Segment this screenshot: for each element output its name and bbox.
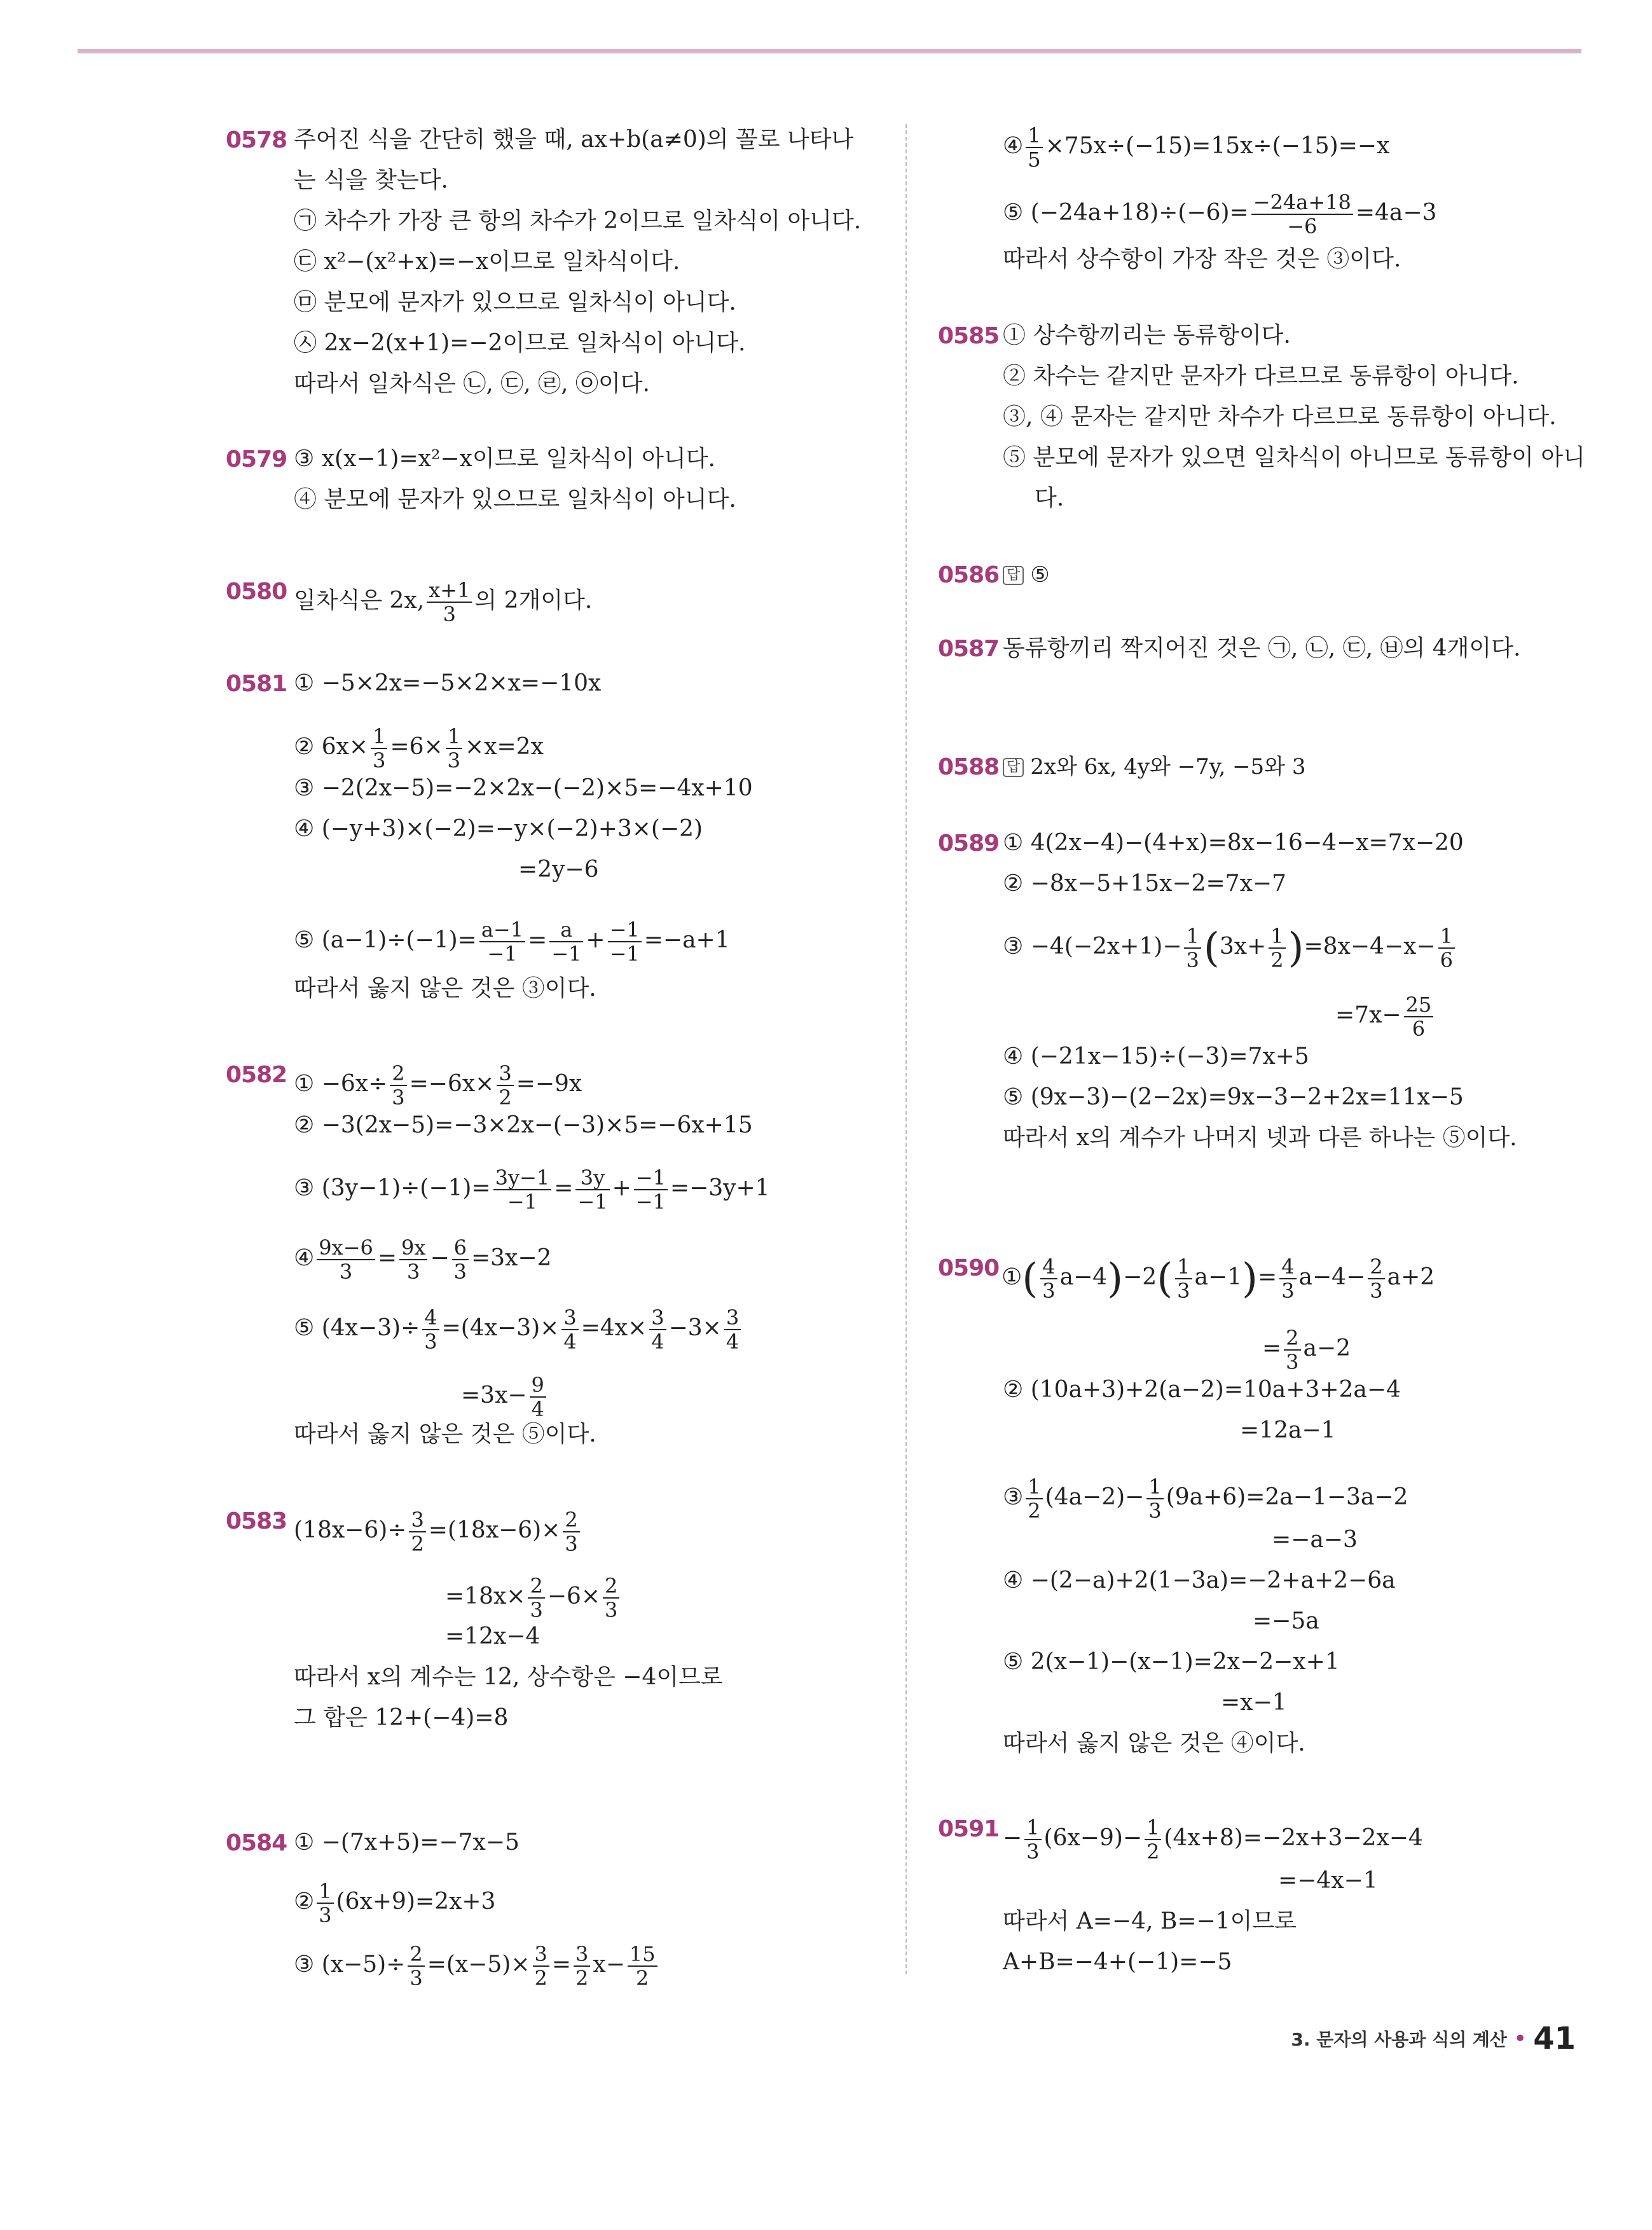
text: 의 2개이다.: [474, 588, 593, 614]
fraction: [649, 1306, 666, 1353]
solution-line: [294, 725, 544, 772]
denominator: 3: [605, 1598, 618, 1622]
problem-number: 0581: [226, 671, 287, 697]
solution-line: ⑤ 2(x−1)−(x−1)=2x−2−x+1: [1003, 1649, 1340, 1675]
answer-tag: 답: [1003, 758, 1024, 777]
denominator: 3: [424, 1330, 437, 1354]
denominator: 2: [411, 1532, 424, 1556]
text: a−4−: [1298, 1264, 1366, 1290]
text: a−2: [1303, 1335, 1351, 1361]
denominator: 6: [1412, 1017, 1426, 1041]
numerator: 2: [390, 1062, 406, 1086]
solution-line: =−a−3: [1272, 1527, 1358, 1553]
denominator: 4: [531, 1397, 544, 1421]
numerator: −1: [634, 1166, 668, 1190]
solution-line: [294, 1880, 495, 1927]
fraction: [1368, 1255, 1384, 1302]
fraction: [408, 1943, 424, 1990]
fraction: [561, 1306, 578, 1353]
denominator: 5: [1028, 148, 1041, 172]
text: −2: [1123, 1264, 1157, 1290]
numerator: −24a+18: [1251, 191, 1353, 215]
text: =: [551, 1951, 572, 1978]
problem-number: 0582: [226, 1062, 287, 1088]
solution-line: [294, 1236, 551, 1283]
fraction: [724, 1306, 741, 1353]
left-paren: (: [1203, 925, 1220, 972]
denominator: 3: [1370, 1279, 1383, 1303]
problem-number: 0590: [938, 1255, 1000, 1281]
solution-line: 따라서 옳지 않은 것은 ④이다.: [1003, 1730, 1305, 1756]
denominator: 6: [1440, 948, 1453, 972]
denominator: 3: [1281, 1279, 1295, 1303]
text: =(4x−3)×: [441, 1315, 560, 1341]
numerator: 1: [1438, 925, 1455, 949]
numerator: 2: [1368, 1255, 1384, 1279]
text: ③ −4(−2x+1)−: [1003, 933, 1182, 960]
problem-number: 0587: [938, 636, 1000, 662]
denominator: −1: [487, 942, 518, 966]
solution-line: ② 차수는 같지만 문자가 다르므로 동류항이 아니다.: [1003, 363, 1519, 389]
problem-number: 0588: [938, 754, 1000, 780]
text: (6x+9)=2x+3: [336, 1889, 496, 1915]
solution-line: 동류항끼리 짝지어진 것은 ㉠, ㉡, ㉢, ㉥의 4개이다.: [1003, 635, 1521, 661]
denominator: 3: [407, 1260, 420, 1284]
solution-line: ⑤ 분모에 문자가 있으면 일차식이 아니므로 동류항이 아니: [1003, 444, 1585, 471]
numerator: 2: [603, 1574, 619, 1599]
denominator: 3: [443, 602, 456, 626]
denominator: 3: [447, 748, 461, 773]
denominator: 3: [319, 1903, 332, 1927]
fraction: [317, 1236, 375, 1283]
solution-line: =12x−4: [445, 1623, 540, 1649]
solution-line: 따라서 x의 계수가 나머지 넷과 다른 하나는 ⑤이다.: [1003, 1125, 1517, 1151]
solution-line: ⑤ (9x−3)−(2−2x)=9x−3−2+2x=11x−5: [1003, 1084, 1464, 1110]
numerator: 2: [1284, 1326, 1300, 1351]
fraction: [317, 1880, 333, 1927]
text: a+2: [1387, 1264, 1435, 1290]
solution-line: ② (10a+3)+2(a−2)=10a+3+2a−4: [1003, 1377, 1401, 1403]
text: (4a−2)−: [1045, 1484, 1145, 1510]
numerator: 3: [724, 1306, 741, 1330]
problem-number: 0586: [938, 562, 1000, 588]
text: =3x−: [461, 1382, 527, 1408]
fraction: [1404, 993, 1434, 1040]
text: =4a−3: [1355, 200, 1437, 226]
text: =: [377, 1245, 397, 1271]
fraction: [422, 1306, 439, 1353]
text: −: [1003, 1825, 1022, 1851]
denominator: 4: [563, 1330, 577, 1354]
numerator: 6: [452, 1236, 469, 1260]
problem-number: 0584: [226, 1830, 287, 1856]
header-rule: [78, 49, 1581, 53]
solution-line: ① −(7x+5)=−7x−5: [294, 1829, 520, 1855]
fraction: [603, 1574, 619, 1621]
denominator: −1: [635, 1190, 666, 1214]
fraction: [1175, 1255, 1192, 1302]
text: 일차식은 2x,: [294, 588, 425, 614]
numerator: 3y−1: [493, 1166, 552, 1190]
problem-number: 0578: [226, 127, 287, 153]
text: ①: [1002, 1264, 1022, 1290]
numerator: 3: [409, 1508, 425, 1532]
denominator: 3: [1177, 1279, 1190, 1303]
denominator: 3: [453, 1260, 467, 1284]
fraction: [497, 1062, 513, 1109]
text: 3x+: [1219, 933, 1267, 960]
solution-line: ① 상수항끼리는 동류항이다.: [1003, 322, 1291, 348]
text: =−a+1: [644, 927, 730, 953]
solution-line: [461, 1373, 549, 1421]
numerator: 1: [317, 1880, 333, 1904]
fraction: [1269, 925, 1285, 972]
text: (6x−9)−: [1043, 1825, 1143, 1851]
text: x−: [593, 1951, 625, 1978]
numerator: 3: [649, 1306, 666, 1330]
fraction: [371, 725, 387, 772]
problem-number: 0589: [938, 830, 1000, 857]
solution-line: ④ −(2−a)+2(1−3a)=−2+a+2−6a: [1003, 1567, 1396, 1593]
solution-line: [294, 579, 592, 626]
text: =: [528, 927, 547, 953]
solution-line: ㉢ x²−(x²+x)=−x이므로 일차식이다.: [294, 249, 680, 275]
fraction: [1279, 1255, 1296, 1302]
answer-tag: 답: [1003, 566, 1024, 585]
text: ④: [1003, 133, 1024, 159]
numerator: 3: [497, 1062, 513, 1086]
text: =(18x−6)×: [428, 1517, 561, 1543]
text: +: [612, 1175, 631, 1201]
denominator: 3: [1286, 1350, 1299, 1374]
numerator: 15: [628, 1943, 657, 1967]
fraction: [1145, 1816, 1161, 1863]
text: ×x=2x: [465, 734, 544, 760]
fraction: [1024, 1816, 1041, 1863]
fraction: [452, 1236, 469, 1283]
solution-line: ④ (−y+3)×(−2)=−y×(−2)+3×(−2): [294, 816, 703, 842]
denominator: 4: [726, 1330, 740, 1354]
solution-line: [294, 1508, 582, 1555]
denominator: −1: [551, 942, 582, 966]
solution-line: [1003, 124, 1389, 171]
solution-line: ③ −2(2x−5)=−2×2x−(−2)×5=−4x+10: [294, 775, 753, 801]
numerator: 3: [574, 1943, 590, 1967]
denominator: 3: [392, 1085, 405, 1110]
text: =−3y+1: [670, 1175, 770, 1201]
text: a−4: [1059, 1264, 1108, 1290]
numerator: 25: [1404, 993, 1434, 1017]
solution-line: ③ x(x−1)=x²−x이므로 일차식이 아니다.: [294, 446, 715, 472]
text: =: [1262, 1335, 1282, 1361]
solution-line: [1003, 191, 1436, 238]
solution-line: 다.: [1035, 485, 1064, 511]
text: =: [1258, 1264, 1277, 1290]
denominator: 2: [534, 1966, 547, 1990]
numerator: 4: [1279, 1255, 1296, 1279]
solution-line: 그 합은 12+(−4)=8: [294, 1705, 509, 1731]
text: =−9x: [516, 1071, 582, 1097]
solution-line: ㉤ 분모에 문자가 있으므로 일차식이 아니다.: [294, 289, 736, 315]
solution-line: =x−1: [1221, 1690, 1287, 1716]
numerator: 9x: [399, 1236, 427, 1260]
numerator: 4: [1040, 1255, 1057, 1279]
fraction: [1040, 1255, 1057, 1302]
text: (18x−6)÷: [294, 1517, 407, 1543]
solution-line: A+B=−4+(−1)=−5: [1003, 1949, 1232, 1975]
fraction: [628, 1943, 657, 1990]
fraction: [493, 1166, 552, 1213]
solution-line: [294, 918, 730, 965]
problem-number: 0583: [226, 1508, 287, 1534]
fraction: [446, 725, 462, 772]
numerator: −1: [608, 918, 642, 942]
text: ③: [1003, 1484, 1024, 1510]
numerator: 1: [1145, 1816, 1161, 1840]
answer-value: ⑤: [1030, 562, 1050, 588]
footer-bullet: •: [1513, 2025, 1527, 2052]
numerator: 1: [1269, 925, 1285, 949]
numerator: 9x−6: [317, 1236, 375, 1260]
solution-line: [1262, 1326, 1351, 1373]
fraction: [479, 918, 525, 965]
denominator: −1: [609, 942, 640, 966]
denominator: −1: [577, 1190, 608, 1214]
numerator: 3y: [575, 1166, 609, 1190]
text: =7x−: [1335, 1002, 1401, 1028]
numerator: 1: [1184, 925, 1201, 949]
denominator: 3: [373, 748, 386, 773]
text: =8x−4−x−: [1304, 933, 1436, 960]
numerator: 1: [446, 725, 462, 749]
right-paren: ): [1242, 1255, 1258, 1302]
solution-line: ④ (−21x−15)÷(−3)=7x+5: [1003, 1043, 1309, 1070]
denominator: 3: [530, 1598, 543, 1622]
denominator: 2: [1028, 1499, 1041, 1523]
solution-line: [445, 1574, 622, 1621]
text: ① −6x÷: [294, 1071, 388, 1097]
solution-line: [1335, 993, 1436, 1040]
text: ⑤ (a−1)÷(−1)=: [294, 927, 477, 953]
text: ②: [294, 1889, 315, 1915]
text: ③ (x−5)÷: [294, 1951, 406, 1978]
fraction: [634, 1166, 668, 1213]
text: =: [554, 1175, 574, 1201]
left-paren: (: [1157, 1255, 1173, 1302]
denominator: 2: [499, 1085, 512, 1110]
denominator: 2: [575, 1966, 589, 1990]
fraction: [530, 1373, 546, 1421]
fraction: [608, 918, 642, 965]
solution-line: [294, 1943, 660, 1990]
numerator: 1: [371, 725, 387, 749]
solution-line: =−4x−1: [1278, 1868, 1378, 1894]
numerator: 1: [1024, 1816, 1041, 1840]
numerator: 2: [528, 1574, 544, 1599]
text: a−1: [1194, 1264, 1242, 1290]
text: ×75x÷(−15)=15x÷(−15)=−x: [1045, 133, 1390, 159]
text: =4x×: [581, 1315, 647, 1341]
numerator: 4: [422, 1306, 439, 1330]
denominator: 3: [1186, 948, 1199, 972]
numerator: 2: [408, 1943, 424, 1967]
solution-line: =2y−6: [518, 857, 599, 883]
text: −3×: [668, 1315, 722, 1341]
text: =18x×: [445, 1583, 526, 1609]
solution-line: [1002, 1255, 1435, 1302]
denominator: 3: [339, 1260, 353, 1284]
fraction: [1146, 1475, 1163, 1522]
numerator: 9: [530, 1373, 546, 1398]
numerator: 1: [1146, 1475, 1163, 1499]
solution-line: [294, 1166, 770, 1213]
text: =3x−2: [471, 1245, 552, 1271]
denominator: 3: [1026, 1840, 1040, 1864]
solution-line: 따라서 A=−4, B=−1이므로: [1003, 1908, 1297, 1934]
fraction: [1184, 925, 1201, 972]
numerator: 1: [1175, 1255, 1192, 1279]
left-paren: (: [1022, 1255, 1038, 1302]
solution-line: [1003, 1475, 1408, 1522]
fraction: [563, 1508, 579, 1555]
solution-line: 따라서 x의 계수는 12, 상수항은 −4이므로: [294, 1664, 723, 1690]
denominator: 2: [636, 1966, 649, 1990]
solution-line: 따라서 상수항이 가장 작은 것은 ③이다.: [1003, 246, 1401, 272]
column-divider: [905, 124, 907, 1974]
text: (9a+6)=2a−1−3a−2: [1166, 1484, 1408, 1510]
fraction: [1284, 1326, 1300, 1373]
denominator: 4: [651, 1330, 664, 1354]
problem-number: 0591: [938, 1816, 1000, 1842]
text: ② 6x×: [294, 734, 369, 760]
solution-line: =−5a: [1253, 1608, 1319, 1634]
numerator: 1: [1026, 124, 1042, 148]
answer-value: 2x와 6x, 4y와 −7y, −5와 3: [1030, 754, 1306, 780]
fraction: [549, 918, 583, 965]
fraction: [399, 1236, 427, 1283]
numerator: a−1: [479, 918, 525, 942]
solution-line: 따라서 옳지 않은 것은 ③이다.: [294, 975, 596, 1001]
page-footer: [1291, 2021, 1576, 2056]
denominator: 3: [1148, 1499, 1162, 1523]
fraction: [1438, 925, 1455, 972]
solution-line: 는 식을 찾는다.: [294, 167, 448, 193]
right-paren: ): [1288, 925, 1304, 972]
text: ③ (3y−1)÷(−1)=: [294, 1175, 491, 1201]
text: ④: [294, 1245, 315, 1271]
denominator: 3: [410, 1966, 423, 1990]
solution-line: =12a−1: [1240, 1417, 1336, 1443]
text: =6×: [390, 734, 443, 760]
fraction: [574, 1943, 590, 1990]
problem-number: 0585: [938, 323, 1000, 349]
numerator: 3: [533, 1943, 549, 1967]
solution-line: ㉦ 2x−2(x+1)=−2이므로 일차식이 아니다.: [294, 330, 746, 356]
numerator: x+1: [427, 579, 472, 603]
denominator: 2: [1146, 1840, 1160, 1864]
solution-line: ② −8x−5+15x−2=7x−7: [1003, 871, 1286, 897]
solution-line: ③, ④ 문자는 같지만 차수가 다르므로 동류항이 아니다.: [1003, 404, 1557, 430]
text: =−6x×: [409, 1071, 495, 1097]
fraction: [533, 1943, 549, 1990]
numerator: 1: [1026, 1475, 1042, 1499]
text: −: [430, 1245, 450, 1271]
denominator: 3: [565, 1532, 578, 1556]
denominator: 3: [1042, 1279, 1056, 1303]
fraction: [427, 579, 472, 626]
denominator: 2: [1270, 948, 1284, 972]
solution-line: [1003, 1816, 1423, 1863]
numerator: a: [549, 918, 583, 942]
answer-box: [1003, 754, 1305, 780]
text: −6×: [547, 1583, 601, 1609]
solution-line: ① 4(2x−4)−(4+x)=8x−16−4−x=7x−20: [1003, 830, 1464, 856]
solution-line: 주어진 식을 간단히 했을 때, ax+b(a≠0)의 꼴로 나타나: [294, 127, 854, 153]
solution-line: 따라서 옳지 않은 것은 ⑤이다.: [294, 1421, 596, 1447]
text: +: [586, 927, 605, 953]
solution-line: ㉠ 차수가 가장 큰 항의 차수가 2이므로 일차식이 아니다.: [294, 208, 862, 234]
fraction: [575, 1166, 609, 1213]
denominator: −1: [507, 1190, 537, 1214]
fraction: [1026, 124, 1042, 171]
solution-line: ④ 분모에 문자가 있으므로 일차식이 아니다.: [294, 486, 736, 513]
solution-line: [294, 1306, 743, 1353]
chapter-title: 3. 문자의 사용과 식의 계산: [1291, 2029, 1507, 2050]
fraction: [1026, 1475, 1042, 1522]
answer-box: [1003, 562, 1050, 588]
text: ⑤ (−24a+18)÷(−6)=: [1003, 200, 1249, 226]
fraction: [409, 1508, 425, 1555]
fraction: [390, 1062, 406, 1109]
text: (4x+8)=−2x+3−2x−4: [1164, 1825, 1423, 1851]
fraction: [1251, 191, 1353, 238]
numerator: 3: [561, 1306, 578, 1330]
solution-line: [1003, 925, 1457, 972]
text: =(x−5)×: [427, 1951, 530, 1978]
solution-line: ② −3(2x−5)=−3×2x−(−3)×5=−6x+15: [294, 1112, 753, 1138]
solution-line: [294, 1062, 582, 1109]
text: ⑤ (4x−3)÷: [294, 1315, 420, 1341]
denominator: −6: [1287, 214, 1318, 238]
right-paren: ): [1107, 1255, 1124, 1302]
numerator: 2: [563, 1508, 579, 1532]
fraction: [528, 1574, 544, 1621]
problem-number: 0580: [226, 579, 287, 605]
solution-line: ① −5×2x=−5×2×x=−10x: [294, 670, 602, 696]
problem-number: 0579: [226, 446, 287, 472]
solution-line: 따라서 일차식은 ㉡, ㉢, ㉣, ㉧이다.: [294, 371, 650, 397]
page-number: 41: [1533, 2021, 1576, 2056]
